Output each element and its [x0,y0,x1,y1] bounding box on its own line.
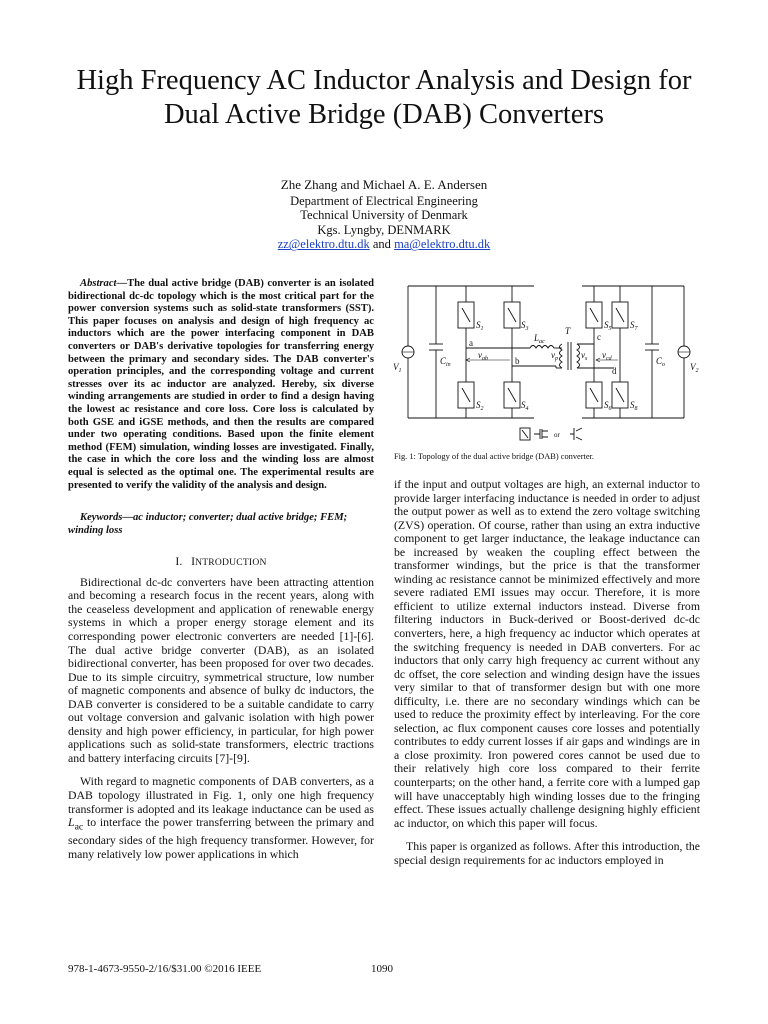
body-paragraph [68,775,374,861]
legend-mosfet-symbol [534,429,548,439]
author-block [120,178,648,252]
label-node-c: c [597,332,601,342]
para2-text-before: With regard to magnetic components of DAB converters, as a DAB topology illustrated in Fig. 1, only one high frequency transformer is adopted and its leakage inductance can be used as [68,774,374,816]
abstract-label: Abstract [80,278,117,289]
label-s6: $S_6$ [604,400,612,412]
label-co: $C_o$ [656,356,666,368]
label-vs: $v_s$ [581,350,588,362]
figure-dab-topology [394,278,704,448]
label-transformer-t: T [565,326,571,336]
label-s7: $S_7$ [630,320,638,332]
label-node-b: b [515,356,520,366]
label-node-d: d [612,366,617,376]
title-line-1: High Frequency AC Inductor Analysis and Design for [76,65,692,96]
label-node-a: a [469,338,473,348]
email-link-1[interactable]: zz@elektro.dtu.dk [277,237,370,252]
paper-title [40,64,728,132]
abstract-dash: — [116,278,128,289]
affiliation-dept: Department of Electrical Engineering [290,193,478,208]
transformer-secondary-winding [577,344,580,368]
label-vcd: $v_{cd}$ [602,350,612,362]
body-paragraph: Bidirectional dc-dc converters have been attracting attention and becoming a research focus in the recent years, along with the ceaseless development and application of renewable energy systems in which a proper energy storage element and its corresponding power electronic converters are needed [1]-[6]. The dual active bridge converter (DAB), as an isolated bidirectional converter, has been proposed for over two decades. Due to its simple circuitry, symmetrical structure, low number of magnetic components and absence of bulky dc inductors, the DAB converter is considered to be a suitable candidate to carry out voltage conversion and galvanic isolation with high power density and high power efficiency, in particular, for high power applications such as solid-state transformers, electric tractions and battery interfacing circuits [7]-[9]. [68,574,374,765]
label-vp: $v_p$ [551,350,558,362]
page-number: 1090 [371,963,393,975]
label-s8: $S_8$ [630,400,638,412]
para2-text-after: to interface the power transferring between the primary and secondary sides of the high frequency transformer. However, for many relatively low power applications in which [68,815,374,861]
email-link-2[interactable]: ma@elektro.dtu.dk [394,237,491,252]
diagram-labels [393,320,699,439]
right-column [394,478,700,877]
section-title-rest: NTRODUCTION [195,557,267,569]
label-or: or [554,431,560,439]
label-v2: $V_2$ [690,362,699,374]
section-title-first-letter: I [191,554,196,569]
label-s3: $S_3$ [521,320,529,332]
lac-symbol: L [68,815,75,830]
abstract-text: The dual active bridge (DAB) converter is an isolated bidirectional dc-dc topology which is the most critical part for the power conversion systems such as solid-state transformers (SST). This paper focuses on analysis and design of high frequency ac inductors which are the power interfacing component in DAB converters or DAB's derivative topologies for transferring energy between the primary and secondary sides. The DAB converter's operation principles, and the corresponding voltage and current stresses over its ac inductor are analyzed. Hereby, six diverse winding arrangements are studied in order to find a design having the lowest ac resistance and core loss. Core loss is calculated by both GSE and iGSE methods, and then the results are compared under two operating conditions. Based upon the finite element method (FEM) simulation, winding losses are investigated. Finally, the case in which the core loss and the winding loss are almost equal is selected as the optimal one. The experimental results are presented to verify the validity of the analysis and design. [68,278,374,491]
keywords: Keywords—ac inductor; converter; dual active bridge; FEM; winding loss [68,512,348,536]
affiliation-university: Technical University of Denmark [300,208,468,223]
body-paragraph: if the input and output voltages are high, an external inductor to provide larger interfacing inductance is needed in order to adjust the output power as well as to extend the zero voltage switching (ZVS) operation. Of course, rather than using an extra inductive component to get larger inductance, the leakage inductance can be increased by weaken the coupling effect between the transformer windings, but the price is that the transformer winding ac resistance cannot be minimized effectively and more severe radiated EMI issues may occur. Therefore, it is more efficient to utilize external inductors instead. Diverse from filtering inductors in Buck-derived or Boost-derived dc-dc converters, here, a high frequency ac inductor which operates at the switching frequency is needed in DAB converters. For ac inductors that only carry high frequency ac current without any dc offset, the core selection and winding design have the issues very similar to that of transformer design but with one more difficulty, i.e. there are no secondary windings which can be used to reduce the proximity effect by interleaving. For the core selection, ac flux component causes core losses and potentially contributes to eddy current losses if air gaps and windings are in a close proximity. Iron powered cores cannot be used due to their relatively high core loss compared to their ferrite counterparts; on the other hand, a ferrite core with a lumped gap will have unacceptably high winding losses due to the fringing effect. These issues actually challenge designing highly efficient ac inductor, on which this paper will focus. [394,477,700,830]
affiliation-location: Kgs. Lyngby, DENMARK [317,222,451,237]
abstract [68,278,374,492]
label-vab: $v_{ab}$ [478,350,488,362]
body-paragraph: This paper is organized as follows. After this introduction, the special design requirements for ac inductors employed in [394,839,700,867]
email-line [120,237,648,252]
lac-subscript: ac [74,821,84,833]
label-s2: $S_2$ [476,400,484,412]
footer-copyright: 978-1-4673-9550-2/16/$31.00 ©2016 IEEE [68,963,262,975]
figure-caption: Fig. 1: Topology of the dual active bridge (DAB) converter. [394,452,594,461]
legend-switch-mark [522,430,528,438]
author-names: Zhe Zhang and Michael A. E. Andersen [280,177,488,192]
label-cin: $C_{in}$ [440,356,451,368]
inductor-lac [530,346,554,349]
label-lac: $L_{ac}$ [534,333,545,345]
email-and: and [369,237,395,252]
label-s1: $S_1$ [476,320,484,332]
label-s4: $S_4$ [521,400,529,412]
label-v1: $V_1$ [393,362,402,374]
label-s5: $S_5$ [604,320,612,332]
section-number: I. [175,554,183,569]
left-column [68,278,374,871]
dab-circuit-diagram [394,278,704,448]
section-heading-introduction [68,555,374,570]
legend-igbt-symbol [570,428,582,440]
title-line-2: Dual Active Bridge (DAB) Converters [163,99,605,130]
